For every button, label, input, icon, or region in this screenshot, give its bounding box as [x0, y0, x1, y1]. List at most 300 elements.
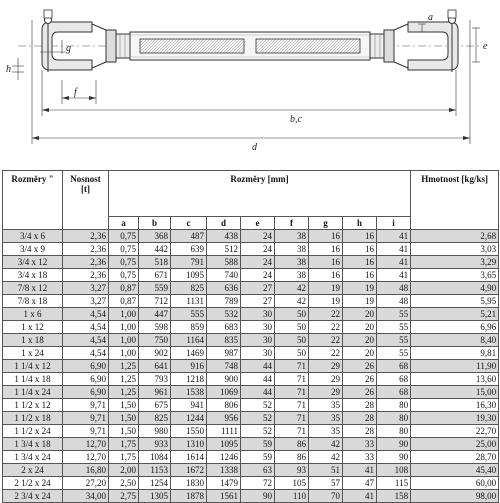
cell-dim: 791	[171, 256, 207, 269]
cell-dim: 1164	[171, 334, 207, 347]
cell-dim: 1614	[171, 451, 207, 464]
cell-dim: 50	[275, 347, 309, 360]
dim-label-a: a	[428, 12, 433, 23]
dim-label-h: h	[6, 64, 11, 75]
cell-dim: 55	[377, 308, 411, 321]
subheader-b: b	[139, 217, 171, 230]
cell-dim: 71	[275, 386, 309, 399]
cell-dim: 30	[241, 308, 275, 321]
cell-weight: 60,00	[411, 477, 499, 490]
subheader-c: c	[171, 217, 207, 230]
cell-capacity: 3,27	[63, 282, 109, 295]
cell-dim: 1218	[171, 373, 207, 386]
cell-dim: 956	[207, 412, 241, 425]
cell-dim: 90	[377, 451, 411, 464]
cell-dim: 63	[241, 464, 275, 477]
spec-table-container	[2, 170, 498, 503]
left-jaw	[40, 10, 106, 72]
cell-weight: 19,30	[411, 412, 499, 425]
cell-weight: 28,70	[411, 451, 499, 464]
cell-dim: 806	[207, 399, 241, 412]
cell-dim: 1878	[171, 490, 207, 503]
cell-dim: 72	[241, 477, 275, 490]
cell-dim: 1131	[171, 295, 207, 308]
cell-dim: 41	[343, 464, 377, 477]
cell-dim: 38	[275, 243, 309, 256]
table-row	[3, 230, 499, 243]
cell-dim: 980	[139, 425, 171, 438]
cell-dim: 28	[343, 425, 377, 438]
cell-dim: 105	[275, 477, 309, 490]
cell-size: 1 1/2 x 18	[3, 412, 63, 425]
cell-dim: 26	[343, 360, 377, 373]
cell-dim: 1,50	[109, 412, 139, 425]
cell-dim: 0,75	[109, 269, 139, 282]
cell-dim: 33	[343, 438, 377, 451]
cell-dim: 38	[275, 230, 309, 243]
cell-size: 3/4 x 6	[3, 230, 63, 243]
cell-dim: 447	[139, 308, 171, 321]
cell-dim: 1,75	[109, 451, 139, 464]
cell-dim: 0,75	[109, 243, 139, 256]
cell-dim: 42	[275, 282, 309, 295]
cell-dim: 50	[275, 334, 309, 347]
cell-dim: 26	[343, 373, 377, 386]
cell-dim: 1,00	[109, 334, 139, 347]
table-row	[3, 243, 499, 256]
cell-dim: 1830	[171, 477, 207, 490]
cell-size: 1 1/4 x 24	[3, 386, 63, 399]
cell-dim: 41	[377, 269, 411, 282]
table-row	[3, 477, 499, 490]
cell-dim: 1095	[171, 269, 207, 282]
table-row	[3, 360, 499, 373]
cell-dim: 16	[343, 256, 377, 269]
cell-dim: 55	[377, 321, 411, 334]
cell-size: 7/8 x 18	[3, 295, 63, 308]
cell-dim: 835	[207, 334, 241, 347]
cell-dim: 675	[139, 399, 171, 412]
cell-size: 3/4 x 9	[3, 243, 63, 256]
cell-dim: 900	[207, 373, 241, 386]
cell-weight: 25,00	[411, 438, 499, 451]
cell-weight: 22,70	[411, 425, 499, 438]
cell-weight: 3,29	[411, 256, 499, 269]
cell-dim: 671	[139, 269, 171, 282]
cell-weight: 5,95	[411, 295, 499, 308]
cell-dim: 55	[377, 347, 411, 360]
cell-dim: 26	[343, 386, 377, 399]
cell-dim: 1244	[171, 412, 207, 425]
cell-capacity: 27,20	[63, 477, 109, 490]
subheader-f: f	[275, 217, 309, 230]
cell-dim: 22	[309, 321, 343, 334]
cell-dim: 59	[241, 438, 275, 451]
cell-dim: 1095	[207, 438, 241, 451]
subheader-i: i	[377, 217, 411, 230]
cell-size: 1 x 24	[3, 347, 63, 360]
cell-dim: 902	[139, 347, 171, 360]
cell-size: 2 x 24	[3, 464, 63, 477]
cell-dim: 19	[309, 282, 343, 295]
cell-dim: 639	[171, 243, 207, 256]
cell-dim: 90	[241, 490, 275, 503]
cell-dim: 71	[275, 373, 309, 386]
dim-label-d: d	[252, 142, 257, 153]
cell-dim: 368	[139, 230, 171, 243]
cell-capacity: 2,36	[63, 230, 109, 243]
cell-capacity: 12,70	[63, 438, 109, 451]
cell-size: 7/8 x 12	[3, 282, 63, 295]
cell-dim: 29	[309, 386, 343, 399]
cell-dim: 1561	[207, 490, 241, 503]
cell-dim: 961	[139, 386, 171, 399]
table-row	[3, 386, 499, 399]
cell-dim: 71	[275, 399, 309, 412]
dim-label-e: e	[483, 41, 488, 52]
cell-capacity: 6,90	[63, 386, 109, 399]
table-row	[3, 464, 499, 477]
cell-dim: 512	[207, 243, 241, 256]
cell-capacity: 9,71	[63, 412, 109, 425]
cell-dim: 941	[171, 399, 207, 412]
cell-dim: 859	[171, 321, 207, 334]
cell-dim: 588	[207, 256, 241, 269]
subheader-d: d	[207, 217, 241, 230]
subheader-g: g	[309, 217, 343, 230]
cell-dim: 41	[377, 243, 411, 256]
cell-size: 3/4 x 12	[3, 256, 63, 269]
cell-size: 1 3/4 x 24	[3, 451, 63, 464]
cell-dim: 1,25	[109, 360, 139, 373]
cell-dim: 1111	[207, 425, 241, 438]
cell-dim: 487	[171, 230, 207, 243]
cell-dim: 1310	[171, 438, 207, 451]
table-body	[3, 230, 499, 503]
cell-dim: 42	[309, 451, 343, 464]
cell-dim: 1153	[139, 464, 171, 477]
subheader-a: a	[109, 217, 139, 230]
cell-dim: 44	[241, 386, 275, 399]
cell-dim: 740	[207, 269, 241, 282]
cell-size: 1 x 12	[3, 321, 63, 334]
cell-dim: 29	[309, 360, 343, 373]
cell-dim: 683	[207, 321, 241, 334]
cell-dim: 16	[343, 269, 377, 282]
cell-dim: 27	[241, 282, 275, 295]
cell-dim: 44	[241, 373, 275, 386]
cell-weight: 6,96	[411, 321, 499, 334]
table-row	[3, 412, 499, 425]
cell-dim: 748	[207, 360, 241, 373]
cell-dim: 22	[309, 308, 343, 321]
cell-dim: 24	[241, 256, 275, 269]
cell-dim: 86	[275, 451, 309, 464]
cell-capacity: 34,00	[63, 490, 109, 503]
dim-label-g: g	[66, 43, 71, 54]
cell-dim: 16	[309, 243, 343, 256]
turnbuckle-drawing	[0, 0, 500, 168]
cell-dim: 110	[275, 490, 309, 503]
cell-dim: 19	[343, 282, 377, 295]
cell-dim: 2,50	[109, 477, 139, 490]
cell-dim: 22	[309, 347, 343, 360]
cell-dim: 825	[171, 282, 207, 295]
cell-dim: 30	[241, 347, 275, 360]
cell-size: 2 3/4 x 24	[3, 490, 63, 503]
cell-dim: 0,75	[109, 256, 139, 269]
cell-dim: 598	[139, 321, 171, 334]
cell-capacity: 3,27	[63, 295, 109, 308]
cell-dim: 987	[207, 347, 241, 360]
cell-dim: 35	[309, 412, 343, 425]
cell-dim: 16	[309, 230, 343, 243]
cell-capacity: 12,70	[63, 451, 109, 464]
cell-dim: 1084	[139, 451, 171, 464]
cell-dim: 1469	[171, 347, 207, 360]
cell-dim: 35	[309, 425, 343, 438]
cell-capacity: 9,71	[63, 399, 109, 412]
table-row	[3, 256, 499, 269]
table-row	[3, 334, 499, 347]
cell-weight: 5,21	[411, 308, 499, 321]
spec-table	[2, 170, 499, 503]
cell-dim: 712	[139, 295, 171, 308]
cell-size: 1 x 18	[3, 334, 63, 347]
cell-dim: 789	[207, 295, 241, 308]
table-row	[3, 425, 499, 438]
cell-dim: 29	[309, 373, 343, 386]
cell-dim: 750	[139, 334, 171, 347]
table-row	[3, 269, 499, 282]
cell-dim: 933	[139, 438, 171, 451]
cell-dim: 532	[207, 308, 241, 321]
cell-dim: 57	[309, 477, 343, 490]
cell-dim: 86	[275, 438, 309, 451]
cell-capacity: 2,36	[63, 256, 109, 269]
subheader-h: h	[343, 217, 377, 230]
cell-dim: 24	[241, 269, 275, 282]
cell-weight: 98,00	[411, 490, 499, 503]
cell-dim: 1246	[207, 451, 241, 464]
cell-dim: 71	[275, 412, 309, 425]
table-row	[3, 347, 499, 360]
cell-dim: 16	[309, 256, 343, 269]
cell-capacity: 4,54	[63, 308, 109, 321]
cell-dim: 71	[275, 425, 309, 438]
turnbuckle-body	[130, 32, 370, 60]
cell-dim: 38	[275, 269, 309, 282]
cell-dim: 1305	[139, 490, 171, 503]
cell-dim: 1,50	[109, 425, 139, 438]
cell-dim: 1,50	[109, 399, 139, 412]
cell-dim: 158	[377, 490, 411, 503]
cell-dim: 1,75	[109, 438, 139, 451]
dim-label-bc: b,c	[290, 114, 302, 125]
cell-dim: 50	[275, 308, 309, 321]
cell-size: 1 x 6	[3, 308, 63, 321]
subheader-e: e	[241, 217, 275, 230]
cell-dim: 38	[275, 256, 309, 269]
cell-dim: 20	[343, 321, 377, 334]
cell-dim: 41	[377, 230, 411, 243]
cell-size: 1 1/4 x 18	[3, 373, 63, 386]
cell-weight: 3,03	[411, 243, 499, 256]
cell-size: 2 1/2 x 24	[3, 477, 63, 490]
cell-dim: 52	[241, 412, 275, 425]
cell-dim: 28	[343, 399, 377, 412]
table-row	[3, 321, 499, 334]
cell-dim: 1538	[171, 386, 207, 399]
cell-dim: 1672	[171, 464, 207, 477]
cell-dim: 108	[377, 464, 411, 477]
cell-dim: 19	[309, 295, 343, 308]
table-row	[3, 282, 499, 295]
table-row	[3, 490, 499, 503]
cell-dim: 825	[139, 412, 171, 425]
cell-capacity: 4,54	[63, 334, 109, 347]
cell-dim: 1338	[207, 464, 241, 477]
cell-size: 1 1/2 x 12	[3, 399, 63, 412]
cell-dim: 44	[241, 360, 275, 373]
cell-dim: 68	[377, 360, 411, 373]
cell-weight: 4,90	[411, 282, 499, 295]
cell-dim: 442	[139, 243, 171, 256]
cell-dim: 1,25	[109, 373, 139, 386]
cell-dim: 41	[343, 490, 377, 503]
cell-dim: 438	[207, 230, 241, 243]
cell-dim: 33	[343, 451, 377, 464]
dimension-arrows	[32, 96, 470, 140]
cell-dim: 80	[377, 425, 411, 438]
cell-dim: 0,87	[109, 282, 139, 295]
cell-capacity: 2,36	[63, 243, 109, 256]
table-row	[3, 373, 499, 386]
cell-capacity: 4,54	[63, 347, 109, 360]
cell-size: 1 1/4 x 12	[3, 360, 63, 373]
table-row	[3, 438, 499, 451]
cell-dim: 0,75	[109, 230, 139, 243]
cell-dim: 55	[377, 334, 411, 347]
header-size: Rozměry "	[3, 171, 63, 230]
cell-capacity: 16,80	[63, 464, 109, 477]
cell-size: 1 3/4 x 18	[3, 438, 63, 451]
cell-weight: 2,68	[411, 230, 499, 243]
cell-capacity: 6,90	[63, 360, 109, 373]
cell-capacity: 9,71	[63, 425, 109, 438]
cell-dim: 518	[139, 256, 171, 269]
cell-weight: 3,65	[411, 269, 499, 282]
cell-capacity: 4,54	[63, 321, 109, 334]
cell-dim: 16	[343, 230, 377, 243]
cell-dim: 555	[171, 308, 207, 321]
header-dimensions: Rozměry [mm]	[109, 171, 411, 217]
cell-size: 3/4 x 18	[3, 269, 63, 282]
cell-dim: 16	[343, 243, 377, 256]
cell-weight: 11,90	[411, 360, 499, 373]
cell-dim: 71	[275, 360, 309, 373]
cell-dim: 793	[139, 373, 171, 386]
cell-dim: 636	[207, 282, 241, 295]
cell-dim: 1,00	[109, 347, 139, 360]
cell-dim: 80	[377, 412, 411, 425]
cell-dim: 68	[377, 386, 411, 399]
cell-dim: 48	[377, 282, 411, 295]
cell-dim: 93	[275, 464, 309, 477]
cell-dim: 48	[377, 295, 411, 308]
cell-dim: 27	[241, 295, 275, 308]
left-nut	[106, 30, 130, 62]
cell-dim: 42	[275, 295, 309, 308]
header-capacity: Nosnost [t]	[63, 171, 109, 230]
cell-dim: 559	[139, 282, 171, 295]
cell-capacity: 6,90	[63, 373, 109, 386]
dim-label-f: f	[74, 87, 77, 98]
cell-dim: 19	[343, 295, 377, 308]
table-row	[3, 308, 499, 321]
cell-weight: 15,00	[411, 386, 499, 399]
table-row	[3, 451, 499, 464]
cell-dim: 42	[309, 438, 343, 451]
cell-dim: 20	[343, 334, 377, 347]
cell-dim: 30	[241, 334, 275, 347]
cell-dim: 47	[343, 477, 377, 490]
cell-dim: 52	[241, 399, 275, 412]
table-row	[3, 399, 499, 412]
cell-weight: 9,81	[411, 347, 499, 360]
cell-dim: 115	[377, 477, 411, 490]
cell-dim: 0,87	[109, 295, 139, 308]
cell-dim: 50	[275, 321, 309, 334]
cell-dim: 1479	[207, 477, 241, 490]
cell-dim: 52	[241, 425, 275, 438]
right-jaw	[394, 10, 458, 72]
cell-dim: 59	[241, 451, 275, 464]
cell-weight: 8,40	[411, 334, 499, 347]
cell-dim: 20	[343, 308, 377, 321]
right-nut	[370, 30, 394, 62]
cell-dim: 24	[241, 243, 275, 256]
cell-dim: 2,00	[109, 464, 139, 477]
cell-dim: 22	[309, 334, 343, 347]
cell-dim: 80	[377, 399, 411, 412]
cell-dim: 24	[241, 230, 275, 243]
cell-dim: 1069	[207, 386, 241, 399]
cell-dim: 1550	[171, 425, 207, 438]
cell-dim: 90	[377, 438, 411, 451]
cell-size: 1 1/2 x 24	[3, 425, 63, 438]
cell-dim: 16	[309, 269, 343, 282]
cell-dim: 1,25	[109, 386, 139, 399]
cell-dim: 20	[343, 347, 377, 360]
cell-dim: 70	[309, 490, 343, 503]
cell-dim: 30	[241, 321, 275, 334]
cell-weight: 13,60	[411, 373, 499, 386]
cell-capacity: 2,36	[63, 269, 109, 282]
table-row	[3, 295, 499, 308]
cell-dim: 68	[377, 373, 411, 386]
cell-dim: 1,00	[109, 321, 139, 334]
cell-dim: 1254	[139, 477, 171, 490]
cell-dim: 28	[343, 412, 377, 425]
cell-dim: 641	[139, 360, 171, 373]
cell-dim: 41	[377, 256, 411, 269]
cell-dim: 2,75	[109, 490, 139, 503]
cell-dim: 1,00	[109, 308, 139, 321]
cell-dim: 51	[309, 464, 343, 477]
cell-weight: 16,30	[411, 399, 499, 412]
cell-dim: 916	[171, 360, 207, 373]
